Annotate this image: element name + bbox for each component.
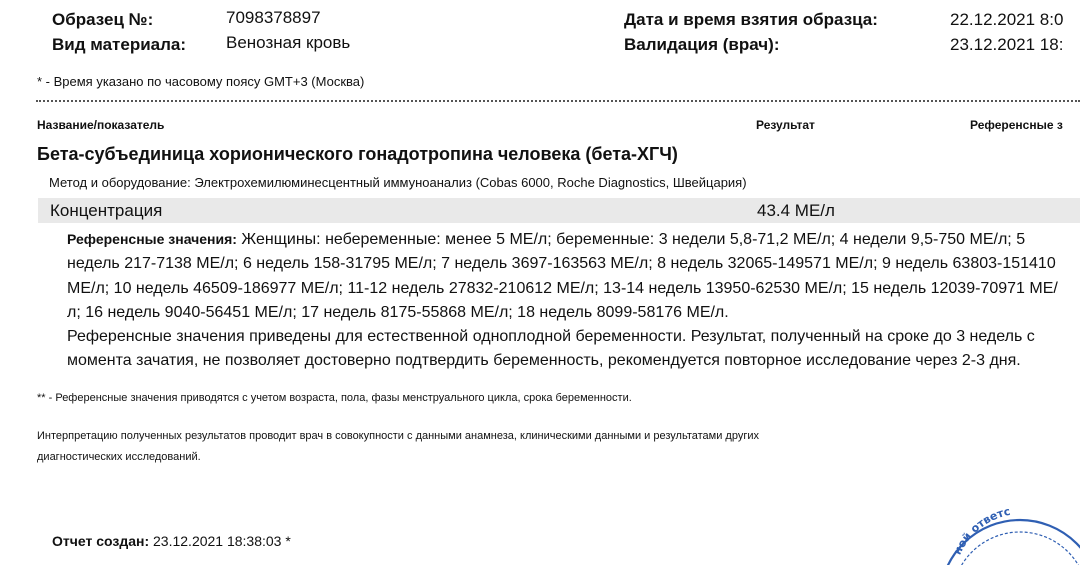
stamp-text: ной ответс [950,505,1012,557]
report-created-value: 23.12.2021 18:38:03 * [149,533,291,549]
sample-number-label: Образец №: [52,10,154,29]
stamp-seal [935,505,1080,565]
interpretation-line-2: диагностических исследований. [37,451,201,463]
test-method: Метод и оборудование: Электрохемилюминесцентный иммуноанализ (Cobas 6000, Roche Diagnostics, Швейцария) [49,175,747,190]
parameter-name: Концентрация [50,201,163,220]
validation-label: Валидация (врач): [624,35,780,54]
timezone-note: * - Время указано по часовому поясу GMT+3 (Москва) [37,74,365,89]
sample-date-value: 22.12.2021 8:0 [950,10,1064,29]
material-label: Вид материала: [52,35,187,54]
report-created-label: Отчет создан: [52,533,150,549]
test-title: Бета-субъединица хорионического гонадотропина человека (бета-ХГЧ) [37,144,678,164]
reference-values-note: Референсные значения приведены для естественной одноплодной беременности. Результат, полученный на сроке до 3 недель с момента зачатия, не позволяет достоверно подтвердить беременность, рекомендуется повторное исследование через 2-3 дня. [67,328,1035,370]
column-header-result: Результат [756,118,815,132]
sample-date-label: Дата и время взятия образца: [624,10,878,29]
dotted-divider [36,100,1080,102]
parameter-value: 43.4 МЕ/л [757,201,835,220]
interpretation-line-1: Интерпретацию полученных результатов проводит врач в совокупности с данными анамнеза, клиническими данными и результатами других [37,430,759,442]
reference-values-block [67,227,1067,374]
validation-value: 23.12.2021 18: [950,35,1064,54]
sample-number-value: 7098378897 [226,8,321,27]
column-header-reference: Референсные з [970,118,1063,132]
material-value: Венозная кровь [226,33,351,52]
result-row [38,198,1080,223]
reference-values-text: Женщины: небеременные: менее 5 МЕ/л; беременные: 3 недели 5,8-71,2 МЕ/л; 4 недели 9,5-750 МЕ/л; 5 недель 217-7138 МЕ/л; 6 недель 158-31795 МЕ/л; 7 недель 3697-163563 МЕ/л; 8 недель 32065-149571 МЕ/л; 9 недель 63803-151410 МЕ/л; 10 недель 46509-186977 МЕ/л; 11-12 недель 27832-210612 МЕ/л; 13-14 недель 13950-62530 МЕ/л; 15 недель 12039-70971 МЕ/л; 16 недель 9040-56451 МЕ/л; 17 недель 8175-55868 МЕ/л; 18 недель 8099-58176 МЕ/л. [67,231,1058,321]
report-created [52,533,291,549]
reference-values-label: Референсные значения: [67,231,237,247]
footnote: ** - Референсные значения приводятся с учетом возраста, пола, фазы менструального цикла, срока беременности. [37,392,632,404]
column-header-name: Название/показатель [37,118,165,132]
